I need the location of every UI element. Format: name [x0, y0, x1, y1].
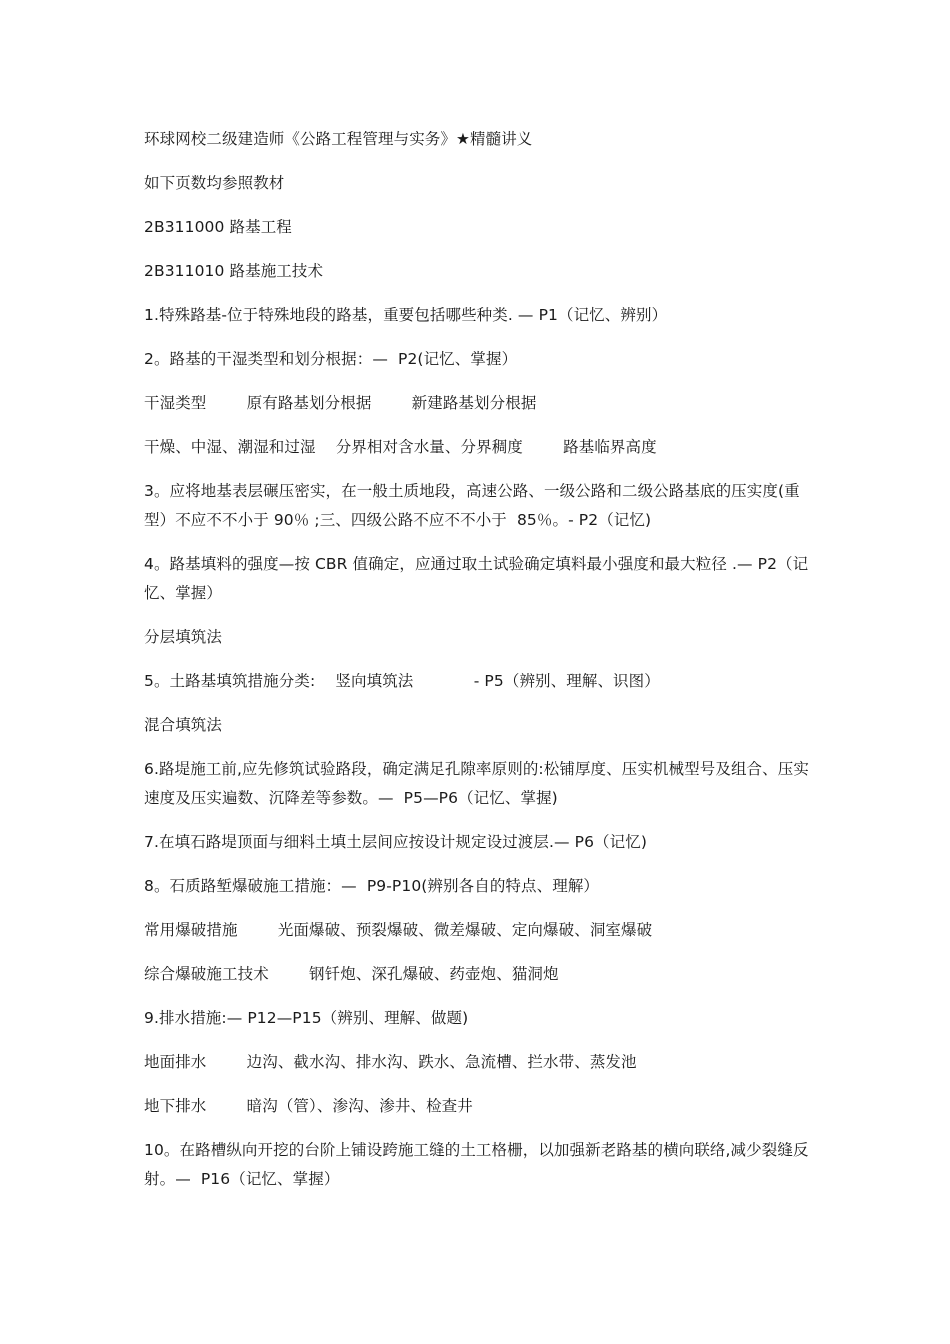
paragraph: 2。路基的干湿类型和划分根据：— P2(记忆、掌握） [144, 350, 518, 368]
paragraph: 分层填筑法 [144, 628, 223, 646]
paragraph: 干湿类型 原有路基划分根据 新建路基划分根据 [144, 394, 537, 412]
paragraph: 7.在填石路堤顶面与细料土填土层间应按设计规定设过渡层.— P6（记忆) [144, 833, 647, 851]
paragraph: 1.特殊路基-位于特殊地段的路基，重要包括哪些种类. — P1（记忆、辨别） [144, 306, 668, 324]
paragraph: 4。路基填料的强度—按 CBR 值确定，应通过取土试验确定填料最小强度和最大粒径 .— P2（记忆、掌握） [144, 555, 809, 602]
subsection-heading: 2B311010 路基施工技术 [144, 262, 324, 280]
paragraph: 9.排水措施:— P12—P15（辨别、理解、做题) [144, 1009, 469, 1027]
paragraph: 8。石质路堑爆破施工措施：— P9-P10(辨别各自的特点、理解） [144, 877, 600, 895]
paragraph: 地面排水 边沟、截水沟、排水沟、跌水、急流槽、拦水带、蒸发池 [144, 1053, 637, 1071]
paragraph: 地下排水 暗沟（管）、渗沟、渗井、检查井 [144, 1097, 473, 1115]
paragraph: 6.路堤施工前,应先修筑试验路段，确定满足孔隙率原则的:松铺厚度、压实机械型号及组合、压实速度及压实遍数、沉降差等参数。— P5—P6（记忆、掌握) [144, 760, 809, 807]
section-heading: 2B311000 路基工程 [144, 218, 292, 236]
paragraph: 干燥、中湿、潮湿和过湿 分界相对含水量、分界稠度 路基临界高度 [144, 438, 657, 456]
paragraph: 常用爆破措施 光面爆破、预裂爆破、微差爆破、定向爆破、洞室爆破 [144, 921, 653, 939]
paragraph: 如下页数均参照教材 [144, 174, 285, 192]
paragraph: 10。在路槽纵向开挖的台阶上铺设跨施工缝的土工格栅，以加强新老路基的横向联络,减少裂缝反射。— P16（记忆、掌握） [144, 1141, 809, 1188]
paragraph: 3。应将地基表层碾压密实，在一般土质地段，高速公路、一级公路和二级公路基底的压实度(重型）不应不不小于 90％ ;三、四级公路不应不不小于 85％。- P2（记忆) [144, 482, 800, 529]
paragraph: 5。土路基填筑措施分类: 竖向填筑法 - P5（辨别、理解、识图） [144, 672, 660, 690]
paragraph: 混合填筑法 [144, 716, 223, 734]
document-title: 环球网校二级建造师《公路工程管理与实务》★精髓讲义 [144, 130, 533, 148]
paragraph: 综合爆破施工技术 钢钎炮、深孔爆破、药壶炮、猫洞炮 [144, 965, 559, 983]
